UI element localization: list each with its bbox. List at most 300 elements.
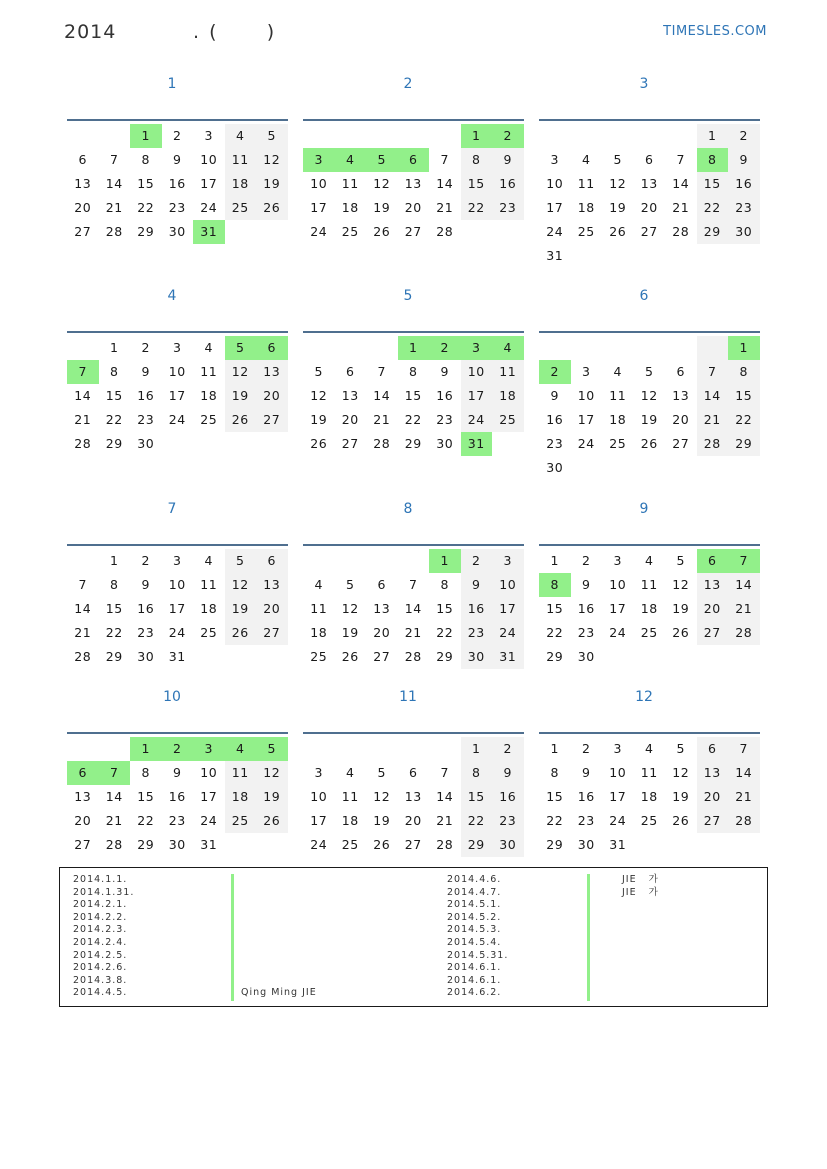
day-cell[interactable]: 19 bbox=[256, 785, 288, 809]
day-cell[interactable]: 18 bbox=[341, 813, 359, 828]
day-cell[interactable]: 7 bbox=[377, 364, 386, 379]
day-cell[interactable]: 7 bbox=[110, 152, 119, 167]
day-cell[interactable]: 27 bbox=[373, 649, 391, 664]
day-cell[interactable]: 30 bbox=[461, 645, 493, 669]
day-cell[interactable]: 14 bbox=[74, 388, 92, 403]
day-cell[interactable]: 6 bbox=[377, 577, 386, 592]
day-cell[interactable]: 2 bbox=[492, 737, 524, 761]
day-cell[interactable]: 18 bbox=[640, 789, 658, 804]
day-cell[interactable]: 20 bbox=[697, 785, 729, 809]
day-cell[interactable]: 7 bbox=[78, 577, 87, 592]
day-cell[interactable]: 22 bbox=[137, 200, 155, 215]
day-cell[interactable]: 20 bbox=[74, 813, 92, 828]
day-cell[interactable]: 3 bbox=[492, 549, 524, 573]
day-cell[interactable]: 9 bbox=[141, 364, 150, 379]
day-cell[interactable]: 23 bbox=[577, 813, 595, 828]
day-cell[interactable]: 2 bbox=[141, 340, 150, 355]
day-cell[interactable]: 24 bbox=[200, 200, 218, 215]
day-cell[interactable]: 18 bbox=[609, 412, 627, 427]
day-cell[interactable]: 11 bbox=[341, 789, 359, 804]
day-cell[interactable]: 17 bbox=[200, 176, 218, 191]
holiday-day[interactable]: 2 bbox=[539, 360, 571, 384]
day-cell[interactable]: 26 bbox=[373, 837, 391, 852]
day-cell[interactable]: 21 bbox=[105, 813, 123, 828]
day-cell[interactable]: 10 bbox=[492, 573, 524, 597]
day-cell[interactable]: 12 bbox=[341, 601, 359, 616]
day-cell[interactable]: 19 bbox=[672, 601, 690, 616]
day-cell[interactable]: 17 bbox=[310, 813, 328, 828]
day-cell[interactable]: 8 bbox=[550, 765, 559, 780]
day-cell[interactable]: 5 bbox=[676, 741, 685, 756]
day-cell[interactable]: 18 bbox=[200, 601, 218, 616]
day-cell[interactable]: 5 bbox=[225, 549, 257, 573]
day-cell[interactable]: 20 bbox=[672, 412, 690, 427]
day-cell[interactable]: 29 bbox=[105, 436, 123, 451]
day-cell[interactable]: 26 bbox=[672, 625, 690, 640]
day-cell[interactable]: 21 bbox=[728, 785, 760, 809]
day-cell[interactable]: 14 bbox=[404, 601, 422, 616]
day-cell[interactable]: 30 bbox=[137, 649, 155, 664]
day-cell[interactable]: 5 bbox=[256, 124, 288, 148]
day-cell[interactable]: 7 bbox=[728, 737, 760, 761]
day-cell[interactable]: 11 bbox=[310, 601, 328, 616]
day-cell[interactable]: 19 bbox=[341, 625, 359, 640]
day-cell[interactable]: 6 bbox=[346, 364, 355, 379]
day-cell[interactable]: 3 bbox=[582, 364, 591, 379]
day-cell[interactable]: 13 bbox=[341, 388, 359, 403]
day-cell[interactable]: 19 bbox=[640, 412, 658, 427]
day-cell[interactable]: 30 bbox=[492, 833, 524, 857]
day-cell[interactable]: 21 bbox=[697, 408, 729, 432]
day-cell[interactable]: 16 bbox=[137, 601, 155, 616]
day-cell[interactable]: 13 bbox=[256, 573, 288, 597]
day-cell[interactable]: 10 bbox=[168, 577, 186, 592]
day-cell[interactable]: 9 bbox=[492, 761, 524, 785]
day-cell[interactable]: 15 bbox=[404, 388, 422, 403]
day-cell[interactable]: 8 bbox=[141, 765, 150, 780]
day-cell[interactable]: 8 bbox=[728, 360, 760, 384]
day-cell[interactable]: 11 bbox=[577, 176, 595, 191]
holiday-day[interactable]: 1 bbox=[130, 737, 162, 761]
holiday-day[interactable]: 6 bbox=[398, 148, 430, 172]
day-cell[interactable]: 3 bbox=[204, 128, 213, 143]
day-cell[interactable]: 13 bbox=[697, 761, 729, 785]
day-cell[interactable]: 9 bbox=[582, 577, 591, 592]
day-cell[interactable]: 22 bbox=[461, 809, 493, 833]
day-cell[interactable]: 22 bbox=[137, 813, 155, 828]
day-cell[interactable]: 10 bbox=[577, 388, 595, 403]
day-cell[interactable]: 22 bbox=[697, 196, 729, 220]
day-cell[interactable]: 16 bbox=[492, 172, 524, 196]
day-cell[interactable]: 21 bbox=[672, 200, 690, 215]
day-cell[interactable]: 23 bbox=[168, 200, 186, 215]
day-cell[interactable]: 23 bbox=[461, 621, 493, 645]
day-cell[interactable]: 29 bbox=[728, 432, 760, 456]
day-cell[interactable]: 28 bbox=[74, 436, 92, 451]
day-cell[interactable]: 30 bbox=[577, 837, 595, 852]
day-cell[interactable]: 28 bbox=[697, 432, 729, 456]
day-cell[interactable]: 2 bbox=[461, 549, 493, 573]
day-cell[interactable]: 1 bbox=[461, 737, 493, 761]
day-cell[interactable]: 1 bbox=[110, 340, 119, 355]
day-cell[interactable]: 17 bbox=[168, 601, 186, 616]
day-cell[interactable]: 4 bbox=[582, 152, 591, 167]
day-cell[interactable]: 2 bbox=[582, 741, 591, 756]
day-cell[interactable]: 18 bbox=[640, 601, 658, 616]
day-cell[interactable]: 11 bbox=[225, 148, 257, 172]
holiday-day[interactable]: 1 bbox=[398, 336, 430, 360]
day-cell[interactable]: 12 bbox=[310, 388, 328, 403]
holiday-day[interactable]: 3 bbox=[193, 737, 225, 761]
day-cell[interactable]: 30 bbox=[728, 220, 760, 244]
day-cell[interactable]: 21 bbox=[373, 412, 391, 427]
day-cell[interactable]: 19 bbox=[310, 412, 328, 427]
day-cell[interactable]: 29 bbox=[404, 436, 422, 451]
day-cell[interactable]: 4 bbox=[613, 364, 622, 379]
day-cell[interactable]: 28 bbox=[373, 436, 391, 451]
day-cell[interactable]: 11 bbox=[225, 761, 257, 785]
day-cell[interactable]: 12 bbox=[672, 577, 690, 592]
holiday-day[interactable]: 2 bbox=[429, 336, 461, 360]
day-cell[interactable]: 24 bbox=[200, 813, 218, 828]
site-logo-text[interactable]: TIMESLES.COM bbox=[663, 24, 767, 39]
day-cell[interactable]: 23 bbox=[436, 412, 454, 427]
day-cell[interactable]: 16 bbox=[168, 176, 186, 191]
day-cell[interactable]: 25 bbox=[341, 224, 359, 239]
day-cell[interactable]: 27 bbox=[640, 224, 658, 239]
holiday-day[interactable]: 5 bbox=[225, 336, 257, 360]
day-cell[interactable]: 3 bbox=[173, 553, 182, 568]
day-cell[interactable]: 13 bbox=[74, 176, 92, 191]
day-cell[interactable]: 25 bbox=[310, 649, 328, 664]
day-cell[interactable]: 9 bbox=[141, 577, 150, 592]
day-cell[interactable]: 5 bbox=[377, 765, 386, 780]
holiday-day[interactable]: 31 bbox=[461, 432, 493, 456]
day-cell[interactable]: 19 bbox=[256, 172, 288, 196]
day-cell[interactable]: 6 bbox=[676, 364, 685, 379]
day-cell[interactable]: 14 bbox=[74, 601, 92, 616]
day-cell[interactable]: 18 bbox=[492, 384, 524, 408]
day-cell[interactable]: 20 bbox=[341, 412, 359, 427]
day-cell[interactable]: 18 bbox=[225, 172, 257, 196]
day-cell[interactable]: 27 bbox=[341, 436, 359, 451]
day-cell[interactable]: 24 bbox=[168, 625, 186, 640]
day-cell[interactable]: 20 bbox=[74, 200, 92, 215]
day-cell[interactable]: 13 bbox=[672, 388, 690, 403]
day-cell[interactable]: 4 bbox=[225, 124, 257, 148]
day-cell[interactable]: 22 bbox=[461, 196, 493, 220]
day-cell[interactable]: 2 bbox=[728, 124, 760, 148]
day-cell[interactable]: 23 bbox=[728, 196, 760, 220]
day-cell[interactable]: 13 bbox=[697, 573, 729, 597]
day-cell[interactable]: 6 bbox=[645, 152, 654, 167]
day-cell[interactable]: 28 bbox=[436, 837, 454, 852]
day-cell[interactable]: 29 bbox=[137, 224, 155, 239]
day-cell[interactable]: 15 bbox=[436, 601, 454, 616]
day-cell[interactable]: 26 bbox=[256, 809, 288, 833]
day-cell[interactable]: 10 bbox=[461, 360, 493, 384]
day-cell[interactable]: 3 bbox=[314, 765, 323, 780]
day-cell[interactable]: 13 bbox=[373, 601, 391, 616]
day-cell[interactable]: 14 bbox=[728, 761, 760, 785]
day-cell[interactable]: 17 bbox=[168, 388, 186, 403]
day-cell[interactable]: 28 bbox=[74, 649, 92, 664]
day-cell[interactable]: 25 bbox=[341, 837, 359, 852]
day-cell[interactable]: 20 bbox=[697, 597, 729, 621]
day-cell[interactable]: 20 bbox=[373, 625, 391, 640]
day-cell[interactable]: 3 bbox=[550, 152, 559, 167]
day-cell[interactable]: 22 bbox=[728, 408, 760, 432]
day-cell[interactable]: 19 bbox=[373, 813, 391, 828]
day-cell[interactable]: 23 bbox=[492, 809, 524, 833]
holiday-day[interactable]: 5 bbox=[366, 148, 398, 172]
day-cell[interactable]: 12 bbox=[373, 176, 391, 191]
day-cell[interactable]: 23 bbox=[577, 625, 595, 640]
day-cell[interactable]: 14 bbox=[105, 789, 123, 804]
day-cell[interactable]: 28 bbox=[105, 837, 123, 852]
day-cell[interactable]: 28 bbox=[672, 224, 690, 239]
day-cell[interactable]: 29 bbox=[436, 649, 454, 664]
day-cell[interactable]: 22 bbox=[105, 412, 123, 427]
day-cell[interactable]: 17 bbox=[492, 597, 524, 621]
day-cell[interactable]: 18 bbox=[310, 625, 328, 640]
day-cell[interactable]: 25 bbox=[640, 625, 658, 640]
holiday-day[interactable]: 4 bbox=[225, 737, 257, 761]
day-cell[interactable]: 15 bbox=[105, 388, 123, 403]
day-cell[interactable]: 24 bbox=[310, 837, 328, 852]
day-cell[interactable]: 10 bbox=[200, 765, 218, 780]
day-cell[interactable]: 24 bbox=[546, 224, 564, 239]
day-cell[interactable]: 9 bbox=[582, 765, 591, 780]
day-cell[interactable]: 16 bbox=[137, 388, 155, 403]
day-cell[interactable]: 14 bbox=[697, 384, 729, 408]
day-cell[interactable]: 27 bbox=[404, 837, 422, 852]
day-cell[interactable]: 25 bbox=[609, 436, 627, 451]
day-cell[interactable]: 10 bbox=[168, 364, 186, 379]
day-cell[interactable]: 9 bbox=[492, 148, 524, 172]
day-cell[interactable]: 26 bbox=[256, 196, 288, 220]
day-cell[interactable]: 18 bbox=[225, 785, 257, 809]
day-cell[interactable]: 14 bbox=[728, 573, 760, 597]
holiday-day[interactable]: 8 bbox=[697, 148, 729, 172]
day-cell[interactable]: 19 bbox=[672, 789, 690, 804]
day-cell[interactable]: 4 bbox=[204, 553, 213, 568]
day-cell[interactable]: 28 bbox=[728, 809, 760, 833]
day-cell[interactable]: 16 bbox=[461, 597, 493, 621]
day-cell[interactable]: 19 bbox=[373, 200, 391, 215]
holiday-day[interactable]: 7 bbox=[728, 549, 760, 573]
holiday-day[interactable]: 31 bbox=[193, 220, 225, 244]
day-cell[interactable]: 17 bbox=[200, 789, 218, 804]
holiday-day[interactable]: 4 bbox=[492, 336, 524, 360]
day-cell[interactable]: 4 bbox=[645, 741, 654, 756]
day-cell[interactable]: 12 bbox=[256, 761, 288, 785]
holiday-day[interactable]: 2 bbox=[162, 737, 194, 761]
day-cell[interactable]: 18 bbox=[577, 200, 595, 215]
day-cell[interactable]: 11 bbox=[341, 176, 359, 191]
day-cell[interactable]: 12 bbox=[640, 388, 658, 403]
day-cell[interactable]: 13 bbox=[256, 360, 288, 384]
day-cell[interactable]: 10 bbox=[609, 765, 627, 780]
day-cell[interactable]: 4 bbox=[346, 765, 355, 780]
day-cell[interactable]: 5 bbox=[613, 152, 622, 167]
day-cell[interactable]: 8 bbox=[110, 364, 119, 379]
day-cell[interactable]: 20 bbox=[256, 384, 288, 408]
day-cell[interactable]: 10 bbox=[546, 176, 564, 191]
day-cell[interactable]: 21 bbox=[74, 412, 92, 427]
day-cell[interactable]: 19 bbox=[225, 384, 257, 408]
day-cell[interactable]: 8 bbox=[440, 577, 449, 592]
day-cell[interactable]: 11 bbox=[200, 577, 218, 592]
day-cell[interactable]: 11 bbox=[640, 577, 658, 592]
holiday-day[interactable]: 6 bbox=[697, 549, 729, 573]
holiday-day[interactable]: 1 bbox=[429, 549, 461, 573]
day-cell[interactable]: 25 bbox=[640, 813, 658, 828]
day-cell[interactable]: 30 bbox=[137, 436, 155, 451]
day-cell[interactable]: 7 bbox=[676, 152, 685, 167]
day-cell[interactable]: 13 bbox=[640, 176, 658, 191]
day-cell[interactable]: 31 bbox=[168, 649, 186, 664]
day-cell[interactable]: 22 bbox=[105, 625, 123, 640]
holiday-day[interactable]: 7 bbox=[67, 360, 99, 384]
day-cell[interactable]: 25 bbox=[200, 625, 218, 640]
day-cell[interactable]: 8 bbox=[461, 148, 493, 172]
day-cell[interactable]: 13 bbox=[74, 789, 92, 804]
day-cell[interactable]: 16 bbox=[492, 785, 524, 809]
day-cell[interactable]: 12 bbox=[672, 765, 690, 780]
day-cell[interactable]: 27 bbox=[74, 224, 92, 239]
day-cell[interactable]: 10 bbox=[609, 577, 627, 592]
day-cell[interactable]: 21 bbox=[105, 200, 123, 215]
day-cell[interactable]: 5 bbox=[346, 577, 355, 592]
holiday-day[interactable]: 6 bbox=[67, 761, 99, 785]
day-cell[interactable]: 24 bbox=[461, 408, 493, 432]
day-cell[interactable]: 15 bbox=[546, 601, 564, 616]
day-cell[interactable]: 22 bbox=[546, 813, 564, 828]
day-cell[interactable]: 25 bbox=[225, 809, 257, 833]
day-cell[interactable]: 23 bbox=[137, 625, 155, 640]
day-cell[interactable]: 7 bbox=[409, 577, 418, 592]
day-cell[interactable]: 4 bbox=[204, 340, 213, 355]
day-cell[interactable]: 22 bbox=[404, 412, 422, 427]
day-cell[interactable]: 2 bbox=[141, 553, 150, 568]
day-cell[interactable]: 14 bbox=[373, 388, 391, 403]
day-cell[interactable]: 29 bbox=[546, 649, 564, 664]
day-cell[interactable]: 12 bbox=[373, 789, 391, 804]
day-cell[interactable]: 15 bbox=[546, 789, 564, 804]
day-cell[interactable]: 24 bbox=[168, 412, 186, 427]
day-cell[interactable]: 30 bbox=[168, 224, 186, 239]
day-cell[interactable]: 29 bbox=[137, 837, 155, 852]
day-cell[interactable]: 11 bbox=[200, 364, 218, 379]
day-cell[interactable]: 10 bbox=[200, 152, 218, 167]
day-cell[interactable]: 21 bbox=[436, 813, 454, 828]
holiday-day[interactable]: 6 bbox=[256, 336, 288, 360]
day-cell[interactable]: 6 bbox=[697, 737, 729, 761]
day-cell[interactable]: 5 bbox=[314, 364, 323, 379]
day-cell[interactable]: 9 bbox=[461, 573, 493, 597]
day-cell[interactable]: 27 bbox=[404, 224, 422, 239]
day-cell[interactable]: 24 bbox=[609, 625, 627, 640]
day-cell[interactable]: 13 bbox=[404, 176, 422, 191]
day-cell[interactable]: 24 bbox=[310, 224, 328, 239]
day-cell[interactable]: 31 bbox=[200, 837, 218, 852]
day-cell[interactable]: 3 bbox=[613, 741, 622, 756]
day-cell[interactable]: 16 bbox=[546, 412, 564, 427]
day-cell[interactable]: 24 bbox=[492, 621, 524, 645]
day-cell[interactable]: 4 bbox=[645, 553, 654, 568]
day-cell[interactable]: 30 bbox=[168, 837, 186, 852]
day-cell[interactable]: 21 bbox=[404, 625, 422, 640]
day-cell[interactable]: 9 bbox=[173, 765, 182, 780]
day-cell[interactable]: 24 bbox=[609, 813, 627, 828]
day-cell[interactable]: 23 bbox=[492, 196, 524, 220]
day-cell[interactable]: 19 bbox=[225, 597, 257, 621]
day-cell[interactable]: 21 bbox=[436, 200, 454, 215]
day-cell[interactable]: 15 bbox=[105, 601, 123, 616]
day-cell[interactable]: 25 bbox=[492, 408, 524, 432]
holiday-day[interactable]: 3 bbox=[461, 336, 493, 360]
day-cell[interactable]: 11 bbox=[492, 360, 524, 384]
day-cell[interactable]: 1 bbox=[550, 553, 559, 568]
day-cell[interactable]: 9 bbox=[173, 152, 182, 167]
day-cell[interactable]: 31 bbox=[492, 645, 524, 669]
day-cell[interactable]: 5 bbox=[645, 364, 654, 379]
day-cell[interactable]: 17 bbox=[461, 384, 493, 408]
day-cell[interactable]: 29 bbox=[105, 649, 123, 664]
day-cell[interactable]: 15 bbox=[137, 789, 155, 804]
day-cell[interactable]: 13 bbox=[404, 789, 422, 804]
day-cell[interactable]: 26 bbox=[310, 436, 328, 451]
day-cell[interactable]: 6 bbox=[78, 152, 87, 167]
day-cell[interactable]: 30 bbox=[546, 460, 564, 475]
day-cell[interactable]: 16 bbox=[577, 601, 595, 616]
day-cell[interactable]: 5 bbox=[676, 553, 685, 568]
day-cell[interactable]: 15 bbox=[461, 172, 493, 196]
day-cell[interactable]: 17 bbox=[609, 601, 627, 616]
day-cell[interactable]: 15 bbox=[697, 172, 729, 196]
day-cell[interactable]: 27 bbox=[256, 408, 288, 432]
day-cell[interactable]: 28 bbox=[436, 224, 454, 239]
day-cell[interactable]: 30 bbox=[436, 436, 454, 451]
day-cell[interactable]: 14 bbox=[105, 176, 123, 191]
day-cell[interactable]: 8 bbox=[461, 761, 493, 785]
day-cell[interactable]: 1 bbox=[697, 124, 729, 148]
day-cell[interactable]: 28 bbox=[404, 649, 422, 664]
holiday-day[interactable]: 4 bbox=[335, 148, 367, 172]
holiday-day[interactable]: 5 bbox=[256, 737, 288, 761]
day-cell[interactable]: 27 bbox=[74, 837, 92, 852]
day-cell[interactable]: 3 bbox=[613, 553, 622, 568]
day-cell[interactable]: 26 bbox=[609, 224, 627, 239]
holiday-day[interactable]: 1 bbox=[728, 336, 760, 360]
day-cell[interactable]: 17 bbox=[577, 412, 595, 427]
day-cell[interactable]: 26 bbox=[640, 436, 658, 451]
day-cell[interactable]: 3 bbox=[173, 340, 182, 355]
day-cell[interactable]: 24 bbox=[577, 436, 595, 451]
day-cell[interactable]: 15 bbox=[137, 176, 155, 191]
day-cell[interactable]: 20 bbox=[256, 597, 288, 621]
day-cell[interactable]: 14 bbox=[436, 789, 454, 804]
day-cell[interactable]: 2 bbox=[173, 128, 182, 143]
day-cell[interactable]: 7 bbox=[440, 765, 449, 780]
day-cell[interactable]: 29 bbox=[697, 220, 729, 244]
day-cell[interactable]: 17 bbox=[609, 789, 627, 804]
day-cell[interactable]: 21 bbox=[728, 597, 760, 621]
day-cell[interactable]: 10 bbox=[310, 789, 328, 804]
day-cell[interactable]: 29 bbox=[461, 833, 493, 857]
day-cell[interactable]: 28 bbox=[105, 224, 123, 239]
